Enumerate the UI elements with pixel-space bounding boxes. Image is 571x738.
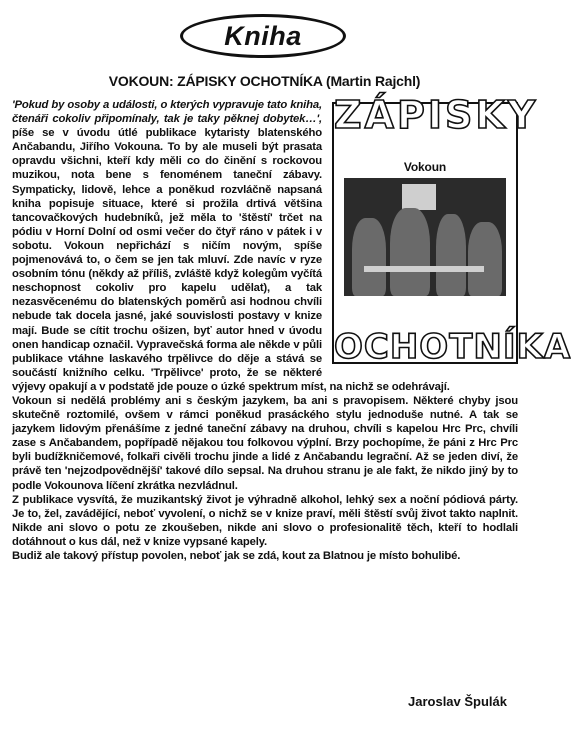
cover-title-bottom: OCHOTNÍKA: [334, 326, 571, 367]
cover-photo: [344, 178, 506, 296]
paragraph-4: Budiž ale takový přístup povolen, neboť jak se zdá, kout za Blatnou je místo bohulibé.: [12, 550, 461, 562]
author-signature: Jaroslav Špulák: [408, 694, 507, 709]
paragraph-1-text: píše se v úvodu útlé publikace kytaristy blatenského Ančabandu, Jiřího Vokouna. To by ale museli být prasata opravdu všichni, kteří kdy měli co do činění s rockovou muzikou, nota bene s fenoménem taneční zábavy. Sympaticky, lidově, lehce a poněkud rozvláčně napsaná kniha popisuje situace, které si prožila drtivá většina tancovačkových hudebníků, jež měla to 'štěstí' trčet na pódiu v Horní Dolní od osmi večer do čtyř ráno v pátek i v sobotu. Vokoun nepřichází s ničím novým, spíše pojmenovává to, o čem se jen tak mluví. Zde navíc v ryze osobním tónu (někdy až příliš, zvláště když kolegům vyčítá neschopnost cokoliv pro kapelu udělat), a tak nezasvěcenému do blatenských poměrů asi hodnou chvíli nebude tak docela jasné, jaké souvislosti postavy v knize mají. Bude se cítit trochu ošizen, byť autor hned v úvodu onen handicap označil. Vypravečská forma ale někde v půli publikace vtáhne laskavého trpělivce do děje a stává se součástí knižního celku. 'Trpělivce' proto, že se některé výjevy opakují a v podstatě jde pouze o úzké spektrum míst, na nichž se odehrávají.: [12, 127, 450, 393]
section-header: [0, 14, 529, 64]
cover-title-top: ZÁPISKY: [334, 93, 539, 137]
cover-author: Vokoun: [403, 160, 447, 174]
paragraph-2: Vokoun si nedělá problémy ani s českým jazykem, ba ani s pravopisem. Některé chyby jsou skutečně roztomilé, ovšem v rámci poněkud prasáckého stylu jednoduše nutné. A tak se jazykem lidovým přenášíme z jedné taneční zábavy na druhou, chvíli s kapelou Hrc Prc, chvíli zase s Ančabandem, popřípadě nějakou tou folkovou výplní. Brzy pochopíme, že páni z Hrc Prc byli budížkničemové, folkaři civěli trochu jinde a lidé z Ančabandu legrační. Až se jeden diví, že právě ten 'nejzodpovědnější' takové dílo sepsal. Na druhou stranu je ale fakt, že nikdo jiný by to podle Vokounova líčení zkrátka nezvládnul.: [12, 394, 518, 492]
paragraph-3: Z publikace vysvítá, že muzikantský život je výhradně alkohol, lehký sex a noční pódiová párty. Je to, žel, zavádějící, neboť vyvolení, o nichž se v knize praví, měli štěstí svůj život takto naplnit. Nikde ani slovo o potu ze zkoušeben, nikde ani slovo o profesionalitě těch, kteří to hodlali dotáhnout o kus dál, než v knize vypsané kapely.: [12, 493, 518, 548]
article-body: [12, 93, 571, 563]
section-badge: Kniha: [180, 14, 346, 58]
article-headline: VOKOUN: ZÁPISKY OCHOTNÍKA (Martin Rajchl): [108, 73, 421, 89]
book-cover-image: [332, 93, 571, 367]
lead-quote: 'Pokud by osoby a události, o kterých vypravuje tato kniha, čtenáři cokoliv připomínaly, tak je taky pěknej dobytek…',: [12, 99, 322, 126]
